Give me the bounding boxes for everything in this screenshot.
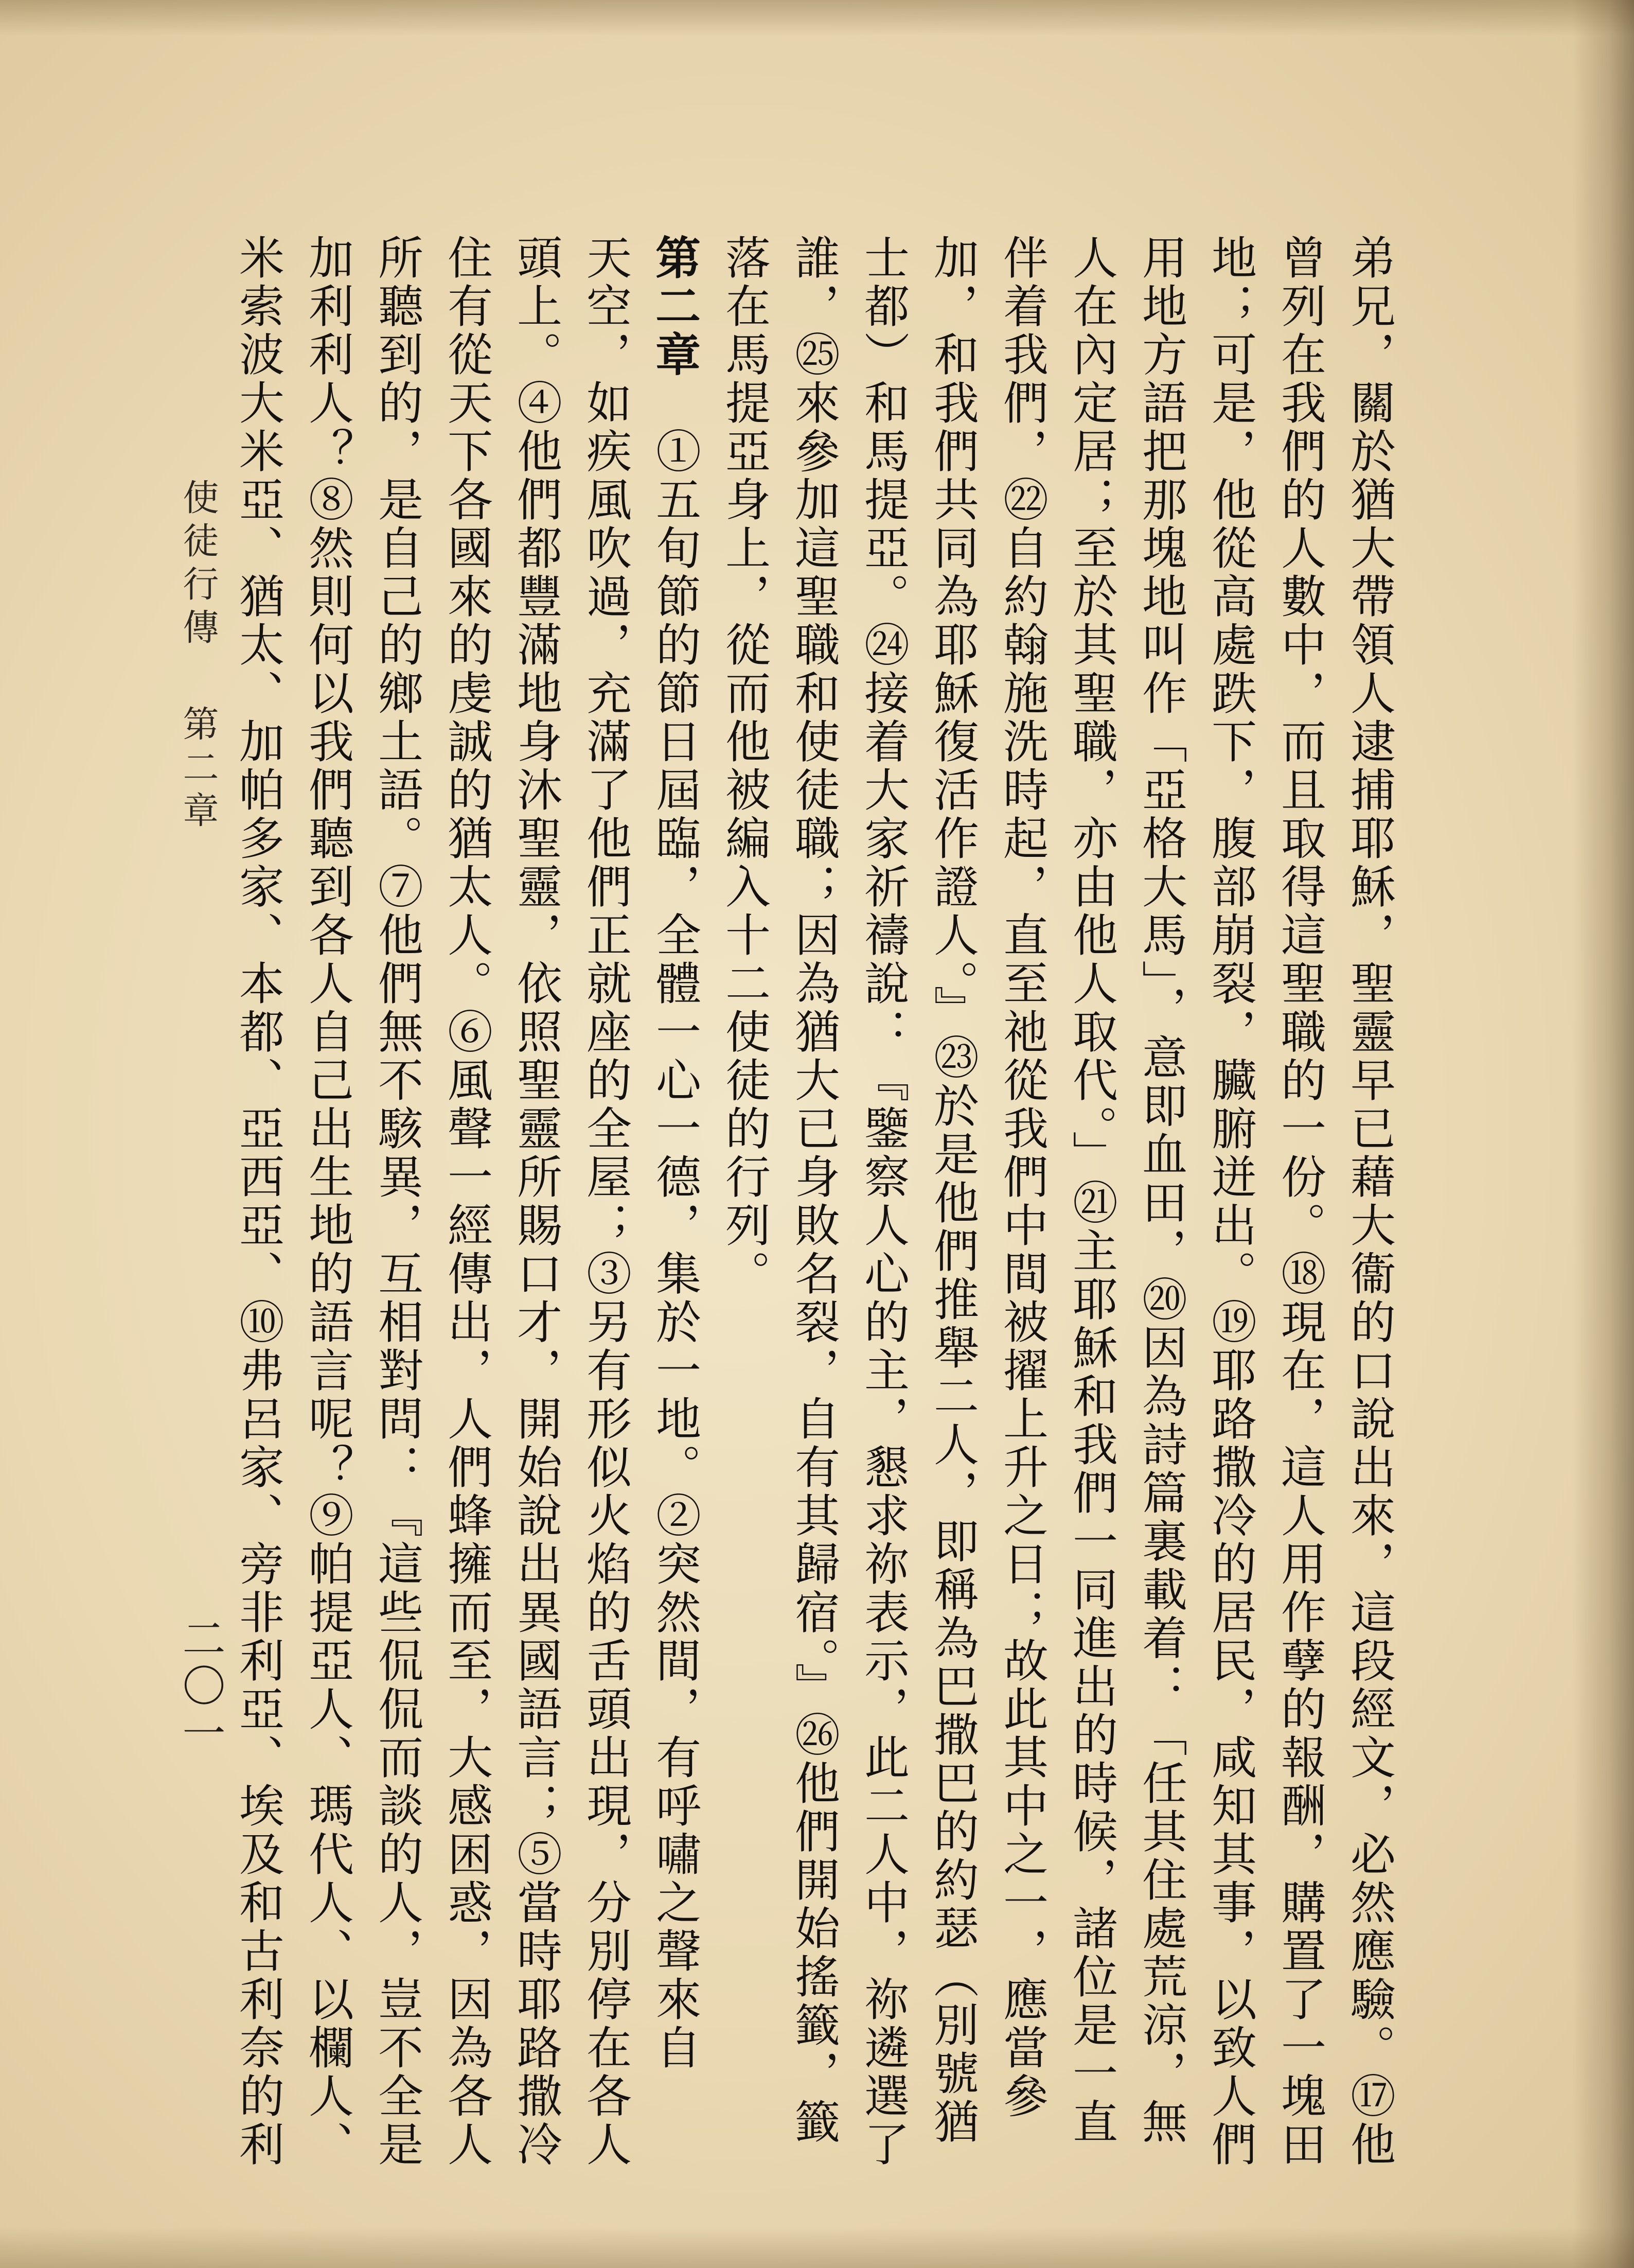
- text-column-12: 天空，如疾風吹過，充滿了他們正就座的全屋；③另有形似火焰的舌頭出現，分別停在各人: [579, 234, 632, 2169]
- text-column-8: 士都）和馬提亞。㉔接着大家祈禱說：『鑒察人心的主，懇求祢表示，此二人中，祢遴選了: [857, 234, 910, 2169]
- text-column-14: 住有從天下各國來的虔誠的猶太人。⑥風聲一經傳出，人們蜂擁而至，大感困惑，因為各人: [440, 234, 493, 2169]
- text-column-6: 伴着我們，㉒自約翰施洗時起，直至祂從我們中間被擢上升之日；故此其中之一，應當參: [996, 234, 1049, 2121]
- text-column-16: 加利利人？⑧然則何以我們聽到各人自己出生地的語言呢？⑨帕提亞人、瑪代人、以欄人、: [301, 234, 354, 2169]
- text-column-13: 頭上。④他們都豐滿地身沐聖靈，依照聖靈所賜口才，開始說出異國語言；⑤當時耶路撒冷: [510, 234, 563, 2169]
- text-column-2: 曾列在我們的人數中，而且取得這聖職的一份。⑱現在，這人用作孽的報酬，購置了一塊田: [1274, 234, 1327, 2169]
- running-title: 使徒行傳: [177, 479, 219, 652]
- text-column-15: 所聽到的，是自己的鄉土語。⑦他們無不駭異，互相對問：『這些侃侃而談的人，豈不全是: [371, 234, 424, 2169]
- text-column-11-body: ①五旬節的節日屆臨，全體一心一德，集於一地。②突然間，有呼嘯之聲來自: [649, 428, 702, 2072]
- text-column-17: 米索波大米亞、猶太、加帕多家、本都、亞西亞、⑩弗呂家、旁非利亞、埃及和古利奈的利: [232, 234, 285, 2169]
- page-top-edge-shadow: [0, 0, 1634, 36]
- running-chapter: 第二章: [177, 705, 219, 835]
- text-column-4: 用地方語把那塊地叫作「亞格大馬」，意即血田，⑳因為詩篇裏載着：「任其住處荒涼，無: [1135, 234, 1188, 2147]
- text-column-1: 弟兄，關於猶大帶領人逮捕耶穌，聖靈早已藉大衞的口說出來，這段經文，必然應驗。⑰他: [1343, 234, 1396, 2169]
- text-column-7: 加，和我們共同為耶穌復活作證人。』㉓於是他們推舉二人，即稱為巴撒巴的約瑟（別號猶: [927, 234, 980, 2147]
- text-column-11: [648, 234, 702, 2072]
- binding-shadow: [1572, 0, 1634, 2268]
- text-column-9: 誰，㉕來參加這聖職和使徒職；因為猶大已身敗名裂，自有其歸宿。』㉖他們開始搖籤，籤: [788, 234, 841, 2147]
- text-column-10: 落在馬提亞身上，從而他被編入十二使徒的行列。: [718, 234, 771, 1298]
- page-bottom-edge-shadow: [0, 2227, 1634, 2268]
- chapter-heading: 第二章: [648, 234, 702, 379]
- page-number: 二〇一: [175, 1616, 226, 1758]
- text-column-5: 人在內定居；至於其聖職，亦由他人取代。」㉑主耶穌和我們一同進出的時候，諸位是一直: [1065, 234, 1118, 2147]
- text-column-3: 地；可是，他從高處跌下，腹部崩裂，臟腑迸出。⑲耶路撒冷的居民，咸知其事，以致人們: [1204, 234, 1257, 2169]
